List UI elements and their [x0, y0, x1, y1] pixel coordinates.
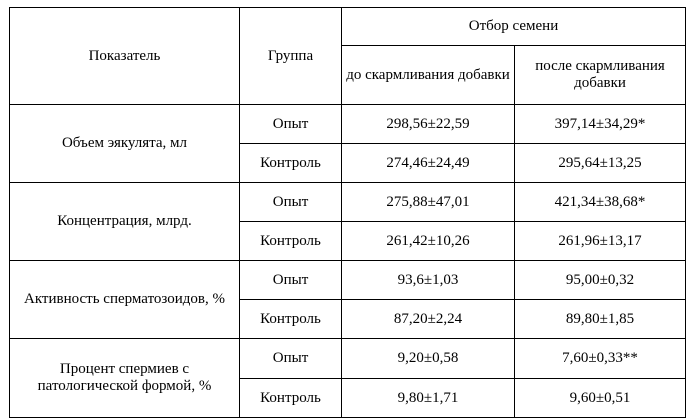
- before-cell: 298,56±22,59: [342, 105, 515, 144]
- table-row: [10, 261, 686, 300]
- after-cell: 421,34±38,68*: [515, 183, 686, 222]
- indicator-cell: Активность сперматозоидов, %: [10, 261, 240, 339]
- group-cell: Опыт: [240, 339, 342, 379]
- after-cell: 9,60±0,51: [515, 379, 686, 418]
- header-group: Группа: [240, 8, 342, 105]
- indicator-cell: Объем эякулята, мл: [10, 105, 240, 183]
- after-cell: 397,14±34,29*: [515, 105, 686, 144]
- after-cell: 95,00±0,32: [515, 261, 686, 300]
- after-cell: 261,96±13,17: [515, 222, 686, 261]
- after-cell: 7,60±0,33**: [515, 339, 686, 379]
- table-row: [10, 339, 686, 379]
- before-cell: 261,42±10,26: [342, 222, 515, 261]
- header-row: [10, 8, 686, 46]
- group-cell: Контроль: [240, 144, 342, 183]
- header-indicator: Показатель: [10, 8, 240, 105]
- results-table: [9, 7, 686, 418]
- before-cell: 9,20±0,58: [342, 339, 515, 379]
- table-row: [10, 105, 686, 144]
- before-cell: 9,80±1,71: [342, 379, 515, 418]
- group-cell: Контроль: [240, 300, 342, 339]
- before-cell: 87,20±2,24: [342, 300, 515, 339]
- before-cell: 93,6±1,03: [342, 261, 515, 300]
- before-cell: 275,88±47,01: [342, 183, 515, 222]
- header-after: после скармливания добавки: [515, 46, 686, 105]
- group-cell: Опыт: [240, 261, 342, 300]
- after-cell: 89,80±1,85: [515, 300, 686, 339]
- group-cell: Опыт: [240, 105, 342, 144]
- group-cell: Контроль: [240, 222, 342, 261]
- header-sampling: Отбор семени: [342, 8, 686, 46]
- after-cell: 295,64±13,25: [515, 144, 686, 183]
- group-cell: Контроль: [240, 379, 342, 418]
- indicator-cell: Концентрация, млрд.: [10, 183, 240, 261]
- indicator-cell: Процент спермиев с патологической формой, %: [10, 339, 240, 418]
- group-cell: Опыт: [240, 183, 342, 222]
- before-cell: 274,46±24,49: [342, 144, 515, 183]
- header-before: до скармливания добавки: [342, 46, 515, 105]
- table-row: [10, 183, 686, 222]
